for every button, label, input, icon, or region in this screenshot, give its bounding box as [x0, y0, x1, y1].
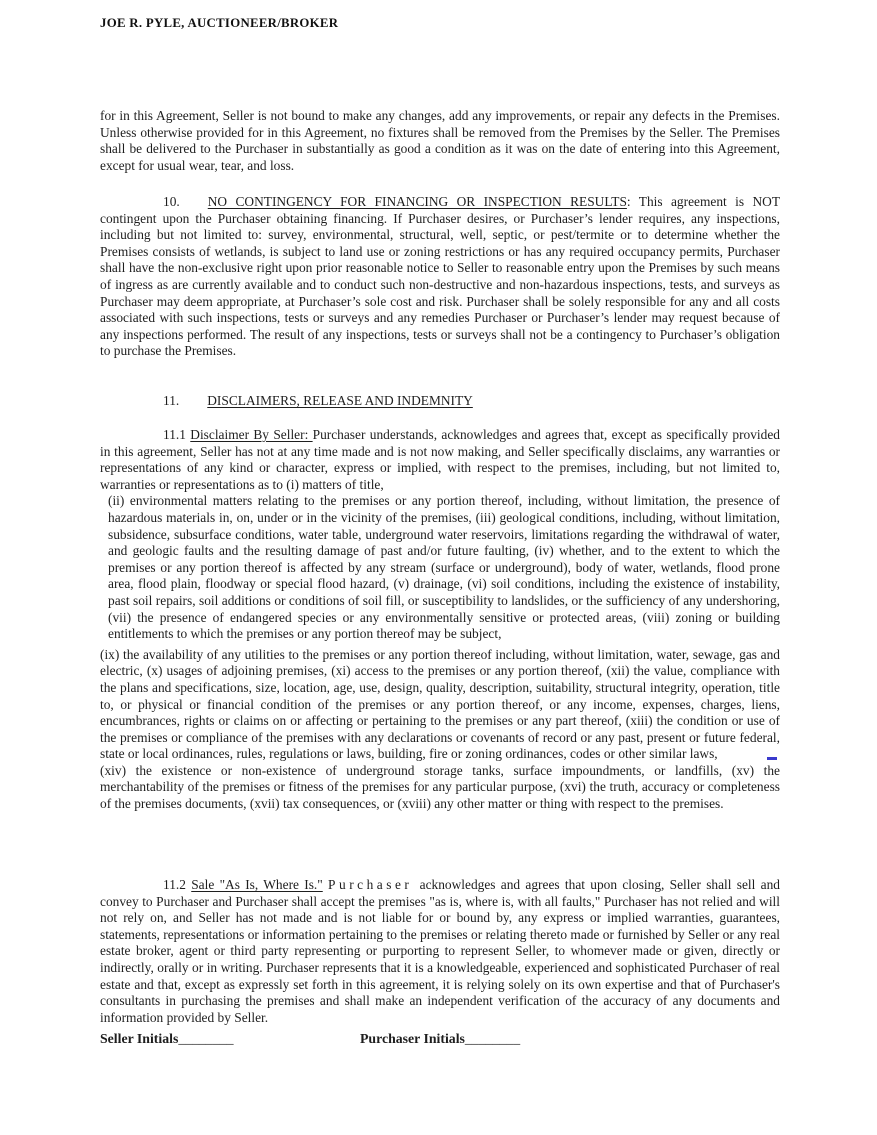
section-11-1-group: [100, 427, 780, 813]
section-11-2-heading: Sale "As Is, Where Is.": [191, 877, 323, 892]
section-11-1-heading: Disclaimer By Seller:: [190, 427, 313, 442]
document-header-title: JOE R. PYLE, AUCTIONEER/BROKER: [100, 16, 339, 30]
clause-ix-xiii: (ix) the availability of any utilities to the premises or any portion thereof including, without limitation, water, sewage, gas and electric, (x) usages of adjoining premises, (xi) access to the premises or any portion thereof, (xii) the value, compliance with the plans and specifications, size, location, age, use, design, quality, description, suitability, structural integrity, operation, title to, or physical or financial condition of the premises or any portion thereof, or any income, expenses, charges, liens, encumbrances, rights or claims on or affecting or pertaining to the premises or any part thereof, (xiii) the condition or use of the premises or compliance of the premises with any declarations or covenants of record or any past, present or future federal, state or local ordinances, rules, regulations or laws, building, fire or zoning ordinances, codes or other similar laws,: [100, 646, 780, 762]
purchaser-initials-blank-line: ________: [464, 1031, 521, 1047]
section-11-2-group: [100, 877, 780, 1051]
initials-row: [100, 1031, 780, 1051]
seller-initials-blank-line: ________: [178, 1031, 234, 1047]
section-10-body: : This agreement is NOT contingent upon the Purchaser obtaining financing. If Purchaser desires, or Purchaser’s lender requires, any inspections, including but not limited to: survey, environmental, structural, well, septic, or pest/termite or to determine whether the Premises consists of wetlands, is subject to land use or zoning restrictions or has any required occupancy permits, Purchaser shall have the non-exclusive right upon prior reasonable notice to Seller to reasonable entry upon the Premises by such means of ingress as are currently available and to conduct such non-destructive and non-hazardous inspections, tests, and surveys as Purchaser may deem appropriate, at Purchaser’s sole cost and risk. Purchaser shall be solely responsible for any and all costs associated with such inspections, tests or surveys and any remedies Purchaser or Purchaser’s lender may request because of any inspections performed. The result of any inspections, tests or surveys shall not be a contingency to Purchaser’s obligation to purchase the Premises.: [100, 194, 780, 359]
section-11-1-number: 11.1: [163, 427, 191, 442]
intro-paragraph: for in this Agreement, Seller is not bound to make any changes, add any improvements, or repair any defects in the Premises. Unless otherwise provided for in this Agreement, no fixtures shall be removed from the Premises by the Seller. The Premises shall be delivered to the Purchaser in substantially as good a condition as it was on the date of entering into this Agreement, except for usual wear, tear, and loss.: [100, 108, 780, 173]
section-11-1-paragraph: [100, 427, 780, 493]
section-11-2-body: acknowledges and agrees that upon closing, Seller shall sell and convey to Purchaser and Purchaser shall accept the premises "as is, where is, with all faults," Purchaser has not relied and will not rely on, and Seller has not made and is not liable for or bound by, any express or implied warranties, guarantees, statements, representations or information pertaining to the premises or relating thereto made or furnished by Seller or any real estate broker, agent or third party representing or purporting to represent Seller, to whomever made or given, directly or indirectly, orally or in writing. Purchaser represents that it is a knowledgeable, experienced and sophisticated Purchaser of real estate and that, except as expressly set forth in this agreement, it is relying solely on its own expertise and that of Purchaser's consultants in purchasing the premises and shall make an independent verification of the accuracy of any documents and information provided by Seller.: [100, 877, 780, 1025]
section-11-number: 11.: [163, 393, 180, 408]
clause-xiv-xviii: (xiv) the existence or non-existence of underground storage tanks, surface impoundments, or landfills, (xv) the merchantability of the premises or fitness of the premises for any particular purpose, (xvi) the truth, accuracy or completeness of the premises documents, (xvii) tax consequences, or (xviii) any other matter or thing with respect to the premises.: [100, 762, 780, 812]
section-11-2-paragraph: [100, 877, 780, 1026]
section-10-heading: NO CONTINGENCY FOR FINANCING OR INSPECTION RESULTS: [207, 194, 627, 209]
section-10-paragraph: [100, 194, 780, 360]
section-10-number: 10.: [163, 194, 180, 209]
annotation-dash: [767, 757, 777, 760]
section-11-2-spaced-word: Purchaser: [328, 877, 413, 892]
clause-ii-viii: (ii) environmental matters relating to the premises or any portion thereof, including, without limitation, the presence of hazardous materials in, on, under or in the vicinity of the premises, (iii) geological conditions, including, without limitation, subsidence, subsurface conditions, water table, underground water reservoirs, limitations regarding the withdrawal of water, and geologic faults and the resulting damage of past and/or future faulting, (iv) whether, and to the extent to which the premises or any portion thereof is affected by any stream (surface or underground), body of water, wetlands, flood prone area, flood plain, floodway or special flood hazard, (v) drainage, (vi) soil conditions, including the existence of instability, past soil repairs, soil additions or conditions of soil fill, or susceptibility to landslides, or the sufficiency of any undershoring, (vii) the presence of endangered species or any environmentally sensitive or protected areas, (viii) zoning or building entitlements to which the premises or any portion thereof may be subject,: [108, 493, 780, 642]
section-11-heading: DISCLAIMERS, RELEASE AND INDEMNITY: [207, 393, 473, 408]
section-11-1-body: Purchaser understands, acknowledges and agrees that, except as specifically provided in this agreement, Seller has not at any time made and is not now making, and Seller specifically disclaims, any warranties or representations of any kind or character, express or implied, with respect to the premises, including, but not limited to, warranties or representations as to (i) matters of title,: [100, 427, 780, 492]
purchaser-initials-label: Purchaser Initials: [360, 1031, 465, 1047]
purchaser-initials-field: [360, 1031, 520, 1048]
section-11-2-number: 11.2: [163, 877, 192, 892]
section-11-heading-line: [100, 393, 780, 410]
seller-initials-field: [100, 1031, 234, 1048]
seller-initials-label: Seller Initials: [100, 1031, 179, 1047]
